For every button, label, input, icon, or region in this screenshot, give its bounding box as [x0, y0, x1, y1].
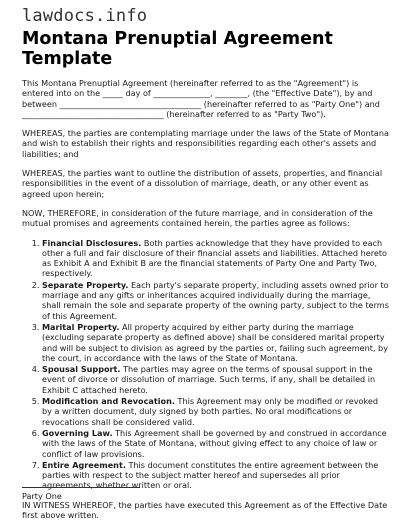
- clause-text: This Agreement shall be governed by and construed in accordance with the laws of the State of Montana, without giving effect to any choice of law or conflict of law provisions.: [42, 427, 387, 459]
- clause-text: The parties may agree on the terms of spousal support in the event of divorce or dissolution of marriage. Such terms, if any, shall be detailed in Exhibit C attached hereto.: [42, 364, 376, 395]
- clause-item: [42, 238, 390, 279]
- clause-heading: Governing Law.: [42, 427, 113, 438]
- document-body: [22, 78, 390, 529]
- clause-list: [22, 238, 390, 491]
- clause-heading: Financial Disclosures.: [42, 237, 142, 248]
- now-therefore-paragraph: NOW, THEREFORE, in consideration of the future marriage, and in consideration of the mutual promises and agreements contained herein, the parties agree as follows:: [22, 207, 373, 229]
- clause-text: All property acquired by either party during the marriage (excluding separate property as defined above) shall be considered marital property and will be subject to division as agreed by the parties or, failing such agreement, by the court, in accordance with the laws of the State of Montana.: [42, 321, 388, 363]
- clause-heading: Modification and Revocation.: [42, 396, 175, 407]
- clause-heading: Marital Property.: [42, 321, 120, 332]
- site-logo-text[interactable]: lawdocs.info: [22, 6, 148, 26]
- document-title: Montana Prenuptial Agreement Template: [22, 29, 333, 69]
- clause-item: [42, 428, 390, 459]
- clause-text: This document constitutes the entire agreement between the parties with respect to the subject matter hereof and supersedes all prior agreements, whether written or oral.: [42, 459, 379, 491]
- whereas-paragraph-2: WHEREAS, the parties want to outline the distribution of assets, properties, and financial responsibilities in the event of a dissolution of marriage, death, or any other event as agreed upon herein;: [22, 168, 383, 199]
- clause-item: [42, 396, 390, 427]
- intro-paragraph: This Montana Prenuptial Agreement (hereinafter referred to as the "Agreement") is entered into on the _____ day of ______________, ________, (the "Effective Date"), by and between ___________________________________ (hereinafter referred to as "Party One") and ___________________________________ (hereinafter referred to as "Party Two").: [22, 78, 380, 119]
- clause-item: [42, 322, 390, 363]
- witness-paragraph: IN WITNESS WHEREOF, the parties have executed this Agreement as of the Effective Date first above written.: [22, 499, 388, 520]
- whereas-paragraph-1: WHEREAS, the parties are contemplating marriage under the laws of the State of Montana and wish to establish their rights and responsibilities regarding each other's assets and liabilities; and: [22, 128, 389, 159]
- signature-label: Party One: [22, 491, 62, 501]
- clause-heading: Entire Agreement.: [42, 459, 126, 470]
- clause-text: Both parties acknowledge that they have provided to each other a full and fair disclosure of their financial assets and liabilities. Attached hereto as Exhibit A and Exhibit B are the financial statements of Party One and Party Two, respectively.: [42, 237, 387, 279]
- clause-text: This Agreement may only be modified or revoked by a written document, duly signed by both parties. No oral modifications or revocations shall be considered valid.: [42, 396, 378, 427]
- signature-line: [22, 487, 140, 488]
- clause-heading: Spousal Support.: [42, 364, 121, 375]
- clause-heading: Separate Property.: [42, 279, 129, 290]
- clause-item: [42, 364, 390, 395]
- clause-text: Each party's separate property, including assets owned prior to marriage and any gifts or inheritances acquired individually during the marriage, shall remain the sole and separate property of the owning party, subject to the terms of this Agreement.: [42, 279, 389, 321]
- clause-item: [42, 280, 390, 321]
